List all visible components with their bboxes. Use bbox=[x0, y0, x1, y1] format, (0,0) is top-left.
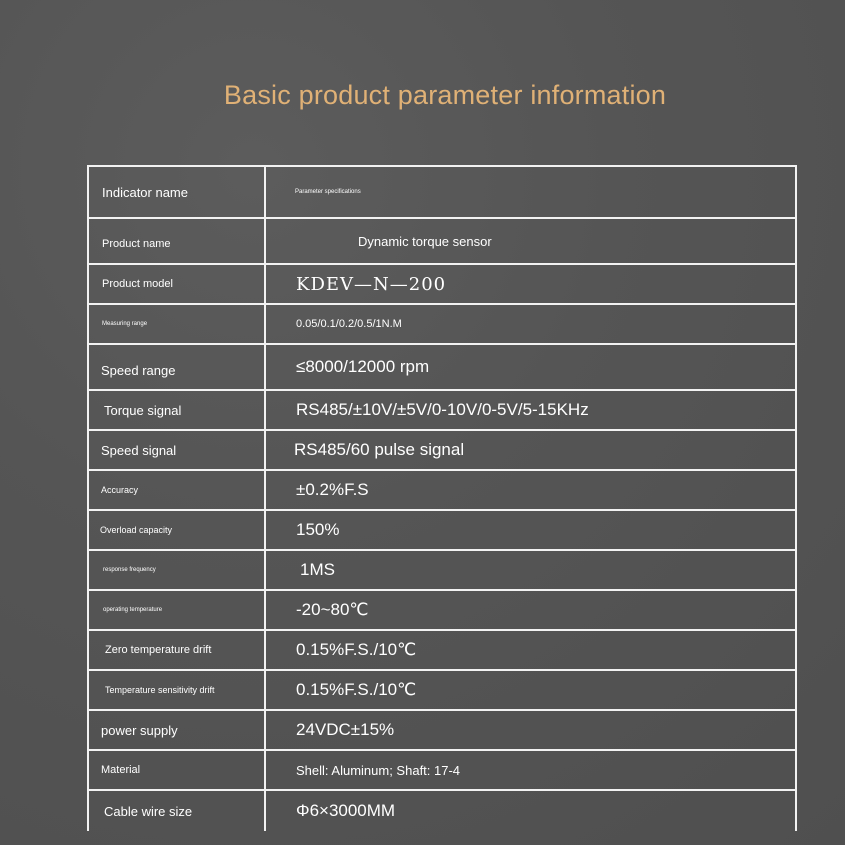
parameter-value-cell: 1MS bbox=[265, 550, 796, 590]
parameter-value-cell: ≤8000/12000 rpm bbox=[265, 344, 796, 390]
parameter-specifications-header: Parameter specifications bbox=[265, 166, 796, 218]
parameter-value-cell: 150% bbox=[265, 510, 796, 550]
table-header-row bbox=[88, 166, 796, 218]
indicator-name-cell: operating temperature bbox=[88, 590, 265, 630]
table-row bbox=[88, 550, 796, 590]
indicator-name-cell: Material bbox=[88, 750, 265, 790]
parameter-value-cell: ±0.2%F.S bbox=[265, 470, 796, 510]
indicator-name-cell: Accuracy bbox=[88, 470, 265, 510]
indicator-name-header: Indicator name bbox=[88, 166, 265, 218]
parameter-value-cell: 24VDC±15% bbox=[265, 710, 796, 750]
indicator-name-cell: Speed range bbox=[88, 344, 265, 390]
parameter-value-cell: -20~80℃ bbox=[265, 590, 796, 630]
parameter-value-cell: KDEV—N—200 bbox=[265, 264, 796, 304]
table-row bbox=[88, 750, 796, 790]
table-row bbox=[88, 790, 796, 831]
parameter-value-cell: Dynamic torque sensor bbox=[265, 218, 796, 264]
indicator-name-cell: Zero temperature drift bbox=[88, 630, 265, 670]
parameter-value-cell: Shell: Aluminum; Shaft: 17-4 bbox=[265, 750, 796, 790]
indicator-name-cell: Measuring range bbox=[88, 304, 265, 344]
indicator-name-cell: Temperature sensitivity drift bbox=[88, 670, 265, 710]
table-row bbox=[88, 670, 796, 710]
parameter-value-cell: RS485/60 pulse signal bbox=[265, 430, 796, 470]
parameter-value-cell: 0.15%F.S./10℃ bbox=[265, 630, 796, 670]
table-row bbox=[88, 430, 796, 470]
indicator-name-cell: Product model bbox=[88, 264, 265, 304]
parameter-value-cell: Φ6×3000MM bbox=[265, 790, 796, 831]
indicator-name-cell: response frequency bbox=[88, 550, 265, 590]
indicator-name-cell: Product name bbox=[88, 218, 265, 264]
parameter-value-cell: 0.15%F.S./10℃ bbox=[265, 670, 796, 710]
page-title: Basic product parameter information bbox=[223, 80, 667, 110]
table-row bbox=[88, 218, 796, 264]
table-row bbox=[88, 630, 796, 670]
parameter-value-cell: RS485/±10V/±5V/0-10V/0-5V/5-15KHz bbox=[265, 390, 796, 430]
table-row bbox=[88, 304, 796, 344]
table-row bbox=[88, 470, 796, 510]
indicator-name-cell: Overload capacity bbox=[88, 510, 265, 550]
parameter-value-cell: 0.05/0.1/0.2/0.5/1N.M bbox=[265, 304, 796, 344]
indicator-name-cell: Torque signal bbox=[88, 390, 265, 430]
parameter-table bbox=[87, 165, 797, 831]
table-row bbox=[88, 264, 796, 304]
indicator-name-cell: Cable wire size bbox=[88, 790, 265, 831]
indicator-name-cell: power supply bbox=[88, 710, 265, 750]
indicator-name-cell: Speed signal bbox=[88, 430, 265, 470]
table-row bbox=[88, 710, 796, 750]
table-row bbox=[88, 344, 796, 390]
table-row bbox=[88, 590, 796, 630]
table-row bbox=[88, 510, 796, 550]
table-row bbox=[88, 390, 796, 430]
